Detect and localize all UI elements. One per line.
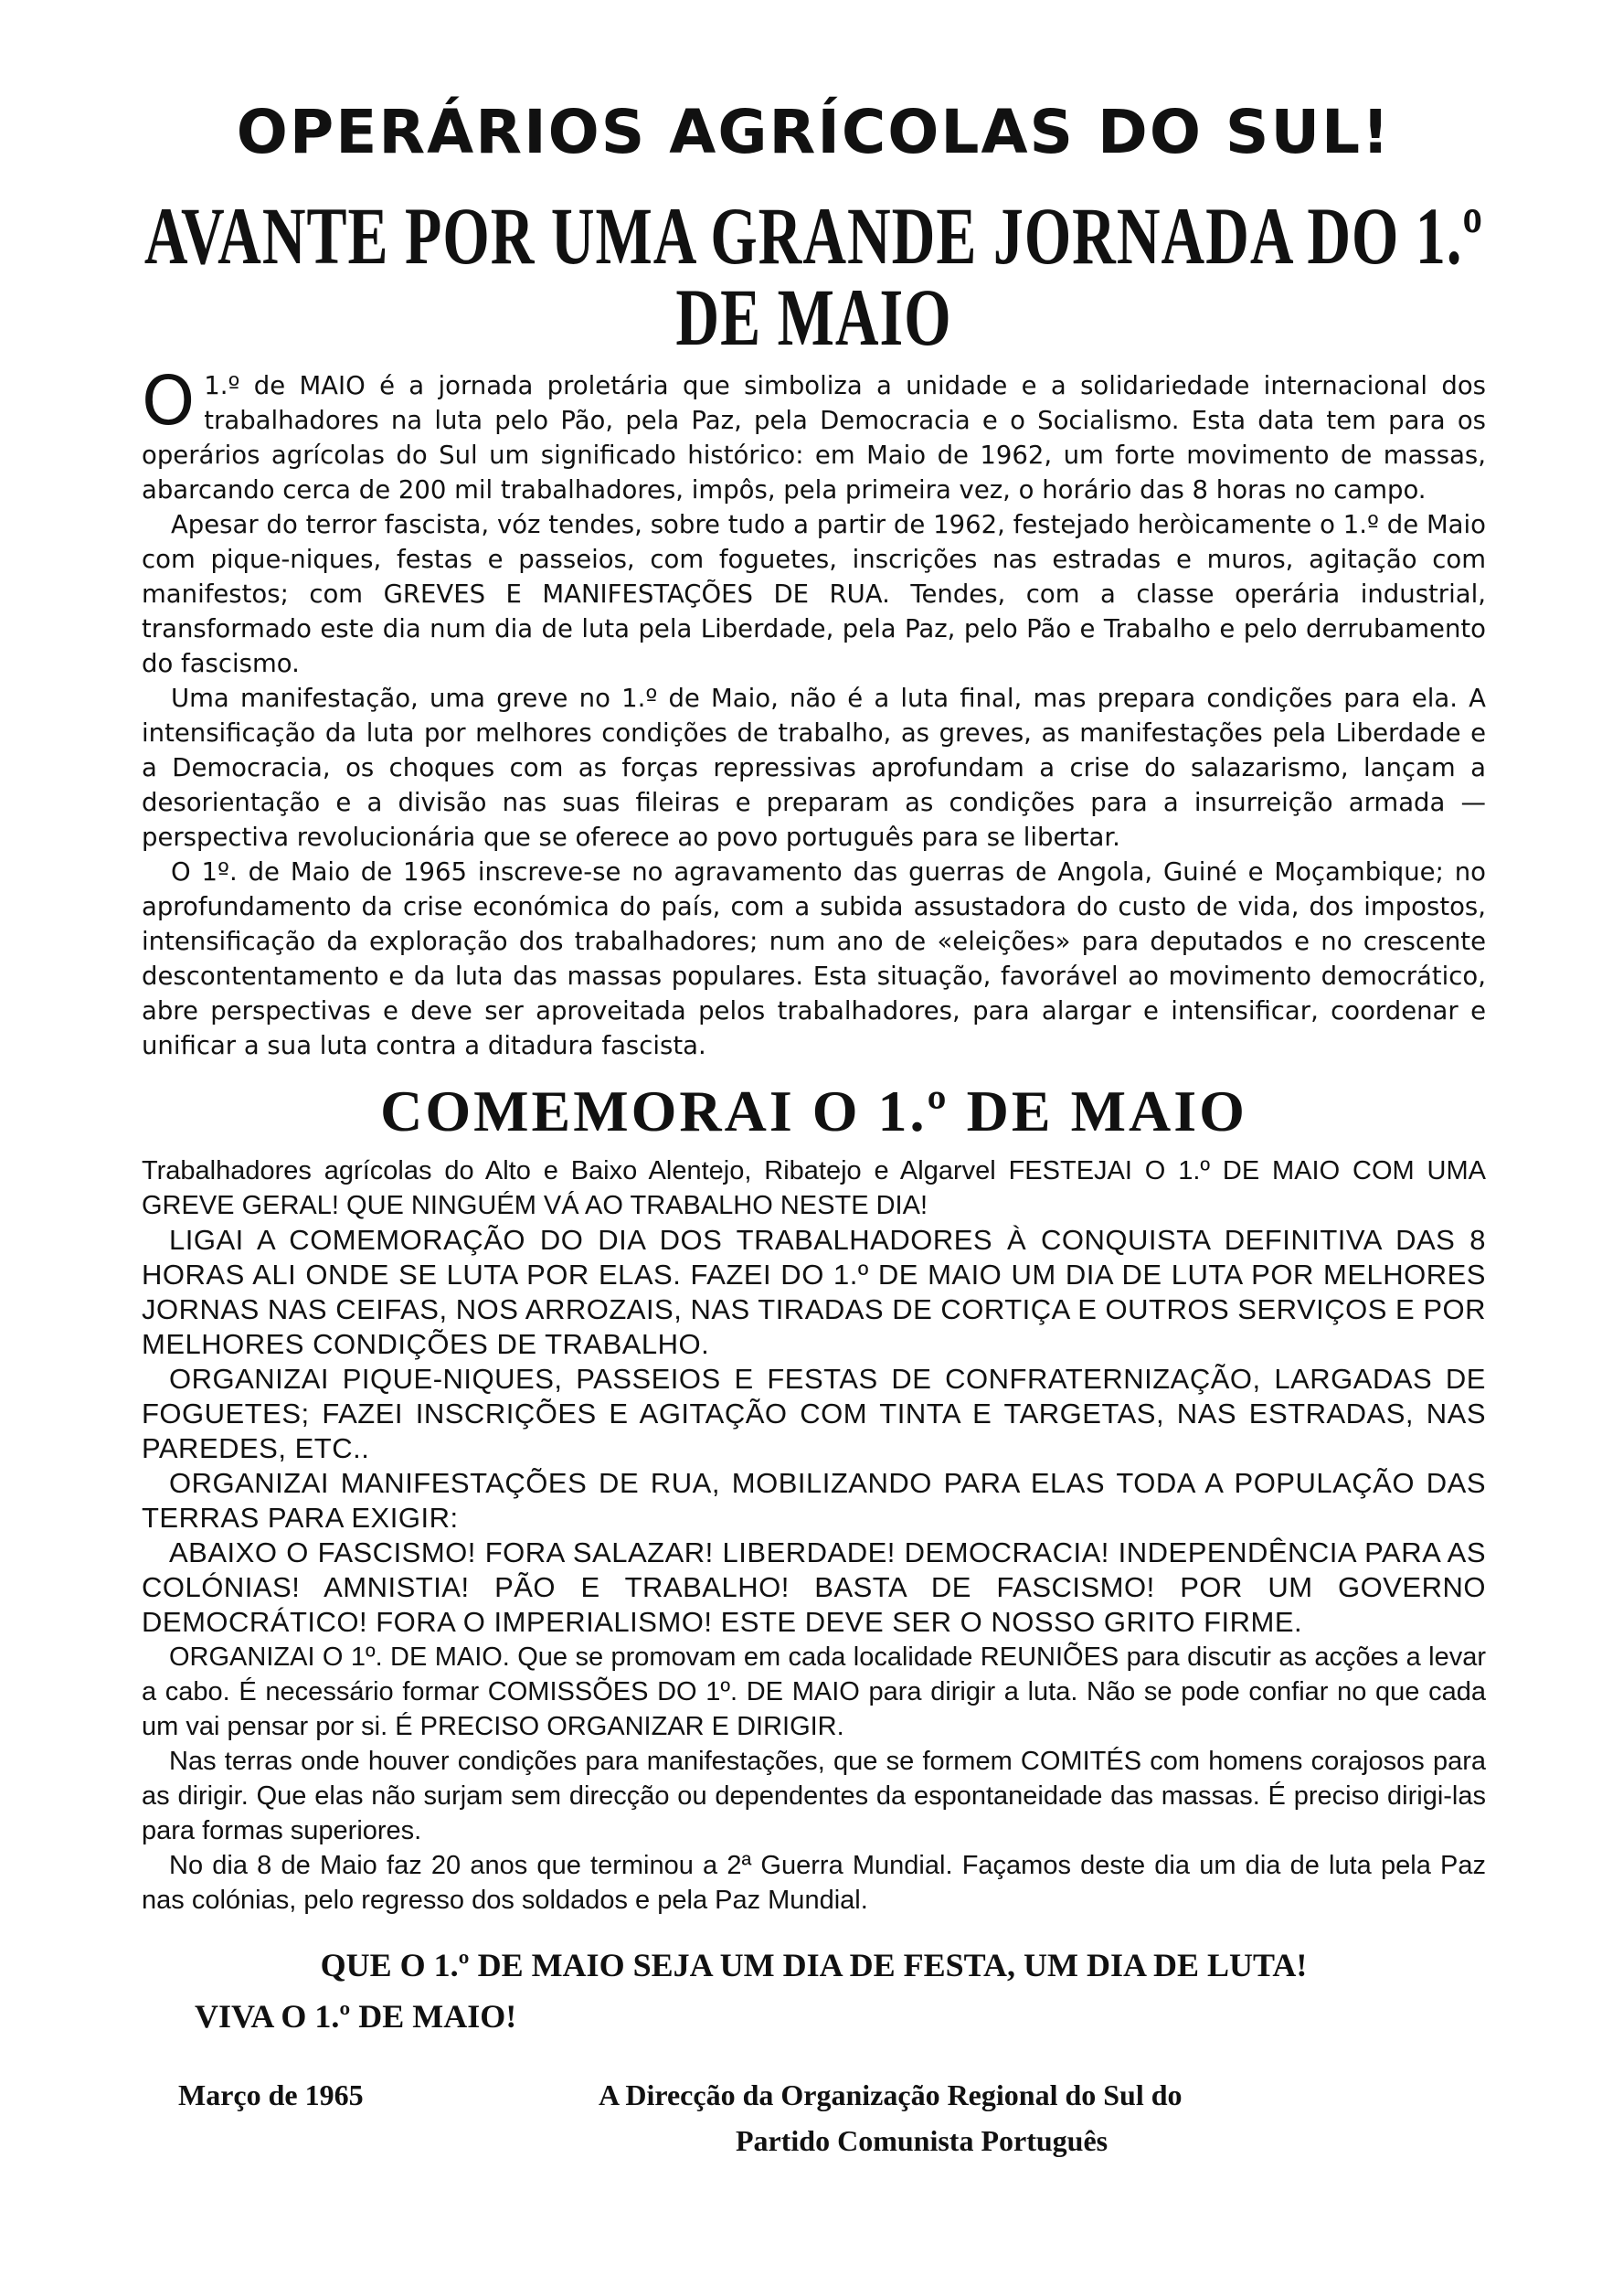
intro-paragraph-text: 1.º de MAIO é a jornada proletária que simboliza a unidade e a solidariedade internacional dos trabalhadores na luta pelo Pão, pela Paz, pela Democracia e o Socialismo. Esta data tem para os operários agrícolas do Sul um significado histórico: em Maio de 1962, um forte movimento de massas, abarcando cerca de 200 mil trabalhadores, impôs, pela primeira vez, o horário das 8 horas no campo. (142, 371, 1486, 505)
intro-paragraph: Uma manifestação, uma greve no 1.º de Maio, não é a luta final, mas prepara condições para ela. A intensificação da luta por melhores condições de trabalho, as greves, as manifestações pela Liberdade e a Democracia, os choques com as forças repressivas aprofundam a crise do salazarismo, lançam a desorientação e a divisão nas suas fileiras e preparam as condições para a insurreição armada — perspectiva revolucionária que se oferece ao povo português para se libertar. (142, 684, 1486, 853)
call-to-action-section (142, 1153, 1486, 1918)
page-title: OPERÁRIOS AGRÍCOLAS DO SUL! (236, 97, 1392, 167)
footer (142, 2078, 1486, 2179)
page-subtitle: AVANTE POR UMA GRANDE JORNADA DO 1.º DE MAIO (143, 191, 1484, 364)
intro-paragraph (142, 362, 1486, 507)
call-paragraph: ABAIXO O FASCISMO! FORA SALAZAR! LIBERDADE! DEMOCRACIA! INDEPENDÊNCIA PARA AS COLÓNIAS! AMNISTIA! PÃO E TRABALHO! BASTA DE FASCISMO! POR UM GOVERNO DEMOCRÁTICO! FORA O IMPERIALISMO! ESTE DEVE SER O NOSSO GRITO FIRME. (142, 1536, 1486, 1638)
section-heading: COMEMORAI O 1.º DE MAIO (380, 1079, 1247, 1144)
signature-line: A Direcção da Organização Regional do Sul do (599, 2078, 1183, 2111)
call-paragraph: ORGANIZAI MANIFESTAÇÕES DE RUA, MOBILIZANDO PARA ELAS TODA A POPULAÇÃO DAS TERRAS PARA EXIGIR: (142, 1466, 1486, 1534)
slogan: QUE O 1.º DE MAIO SEJA UM DIA DE FESTA, UM DIA DE LUTA! (320, 1946, 1308, 1983)
signature-line: Partido Comunista Português (736, 2123, 1109, 2157)
intro-paragraph: O 1º. de Maio de 1965 inscreve-se no agravamento das guerras de Angola, Guiné e Moçambique; no aprofundamento da crise económica do país, com a subida assustadora do custo de vida, dos impostos, intensificação da exploração dos trabalhadores; num ano de «eleições» para deputados e no crescente descontentamento e da luta das massas populares. Esta situação, favorável ao movimento democrático, abre perspectivas e deve ser aproveitada pelos trabalhadores, para alargar e intensificar, coordenar e unificar a sua luta contra a ditadura fascista. (142, 857, 1486, 1061)
slogan: VIVA O 1.º DE MAIO! (195, 1997, 517, 2035)
date-line: Março de 1965 (178, 2078, 364, 2111)
call-paragraph: No dia 8 de Maio faz 20 anos que terminou a 2ª Guerra Mundial. Façamos deste dia um dia de luta pela Paz nas colónias, pelo regresso dos soldados e pela Paz Mundial. (142, 1850, 1486, 1915)
intro-paragraph: Apesar do terror fascista, vóz tendes, sobre tudo a partir de 1962, festejado heròicamente o 1.º de Maio com pique-niques, festas e passeios, com foguetes, inscrições nas estradas e muros, agitação com manifestos; com GREVES E MANIFESTAÇÕES DE RUA. Tendes, com a classe operária industrial, transformado este dia num dia de luta pela Liberdade, pela Paz, pelo Pão e Trabalho e pelo derrubamento do fascismo. (142, 510, 1486, 679)
closing-slogans (142, 1940, 1486, 2042)
call-paragraph: Trabalhadores agrícolas do Alto e Baixo Alentejo, Ribatejo e Algarvel FESTEJAI O 1.º DE MAIO COM UMA GREVE GERAL! QUE NINGUÉM VÁ AO TRABALHO NESTE DIA! (142, 1155, 1486, 1220)
call-paragraph: LIGAI A COMEMORAÇÃO DO DIA DOS TRABALHADORES À CONQUISTA DEFINITIVA DAS 8 HORAS ALI ONDE SE LUTA POR ELAS. FAZEI DO 1.º DE MAIO UM DIA DE LUTA POR MELHORES JORNAS NAS CEIFAS, NOS ARROZAIS, NAS TIRADAS DE CORTIÇA E OUTROS SERVIÇOS E POR MELHORES CONDIÇÕES DE TRABALHO. (142, 1223, 1486, 1360)
drop-cap: O (142, 362, 196, 441)
call-paragraph: ORGANIZAI PIQUE-NIQUES, PASSEIOS E FESTAS DE CONFRATERNIZAÇÃO, LARGADAS DE FOGUETES; FAZEI INSCRIÇÕES E AGITAÇÃO COM TINTA E TARGETAS, NAS ESTRADAS, NAS PAREDES, ETC.. (142, 1362, 1486, 1464)
call-paragraph: ORGANIZAI O 1º. DE MAIO. Que se promovam em cada localidade REUNIÕES para discutir as acções a levar a cabo. É necessário formar COMISSÕES DO 1º. DE MAIO para dirigir a luta. Não se pode confiar no que cada um vai pensar por si. É PRECISO ORGANIZAR E DIRIGIR. (142, 1642, 1486, 1741)
intro-section (142, 362, 1486, 1063)
call-paragraph: Nas terras onde houver condições para manifestações, que se formem COMITÉS com homens corajosos para as dirigir. Que elas não surjam sem direcção ou dependentes da espontaneidade das massas. É preciso dirigi-las para formas superiores. (142, 1746, 1486, 1845)
